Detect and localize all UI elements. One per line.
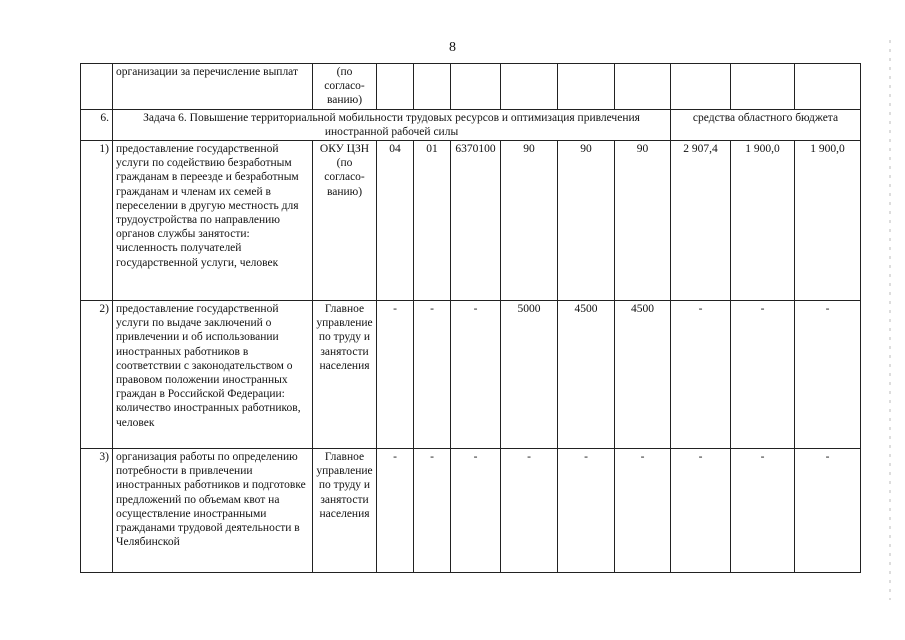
budget-code: - (451, 301, 501, 449)
table-row (81, 449, 861, 573)
indicator-value: 90 (558, 141, 615, 301)
budget-code: - (414, 301, 451, 449)
measure-text: организация работы по определению потребности в привлечении иностранных работников и подготовке предложений по объемам квот на осуществление иностранными гражданами трудовой деятельности в Челябинской (113, 449, 313, 573)
funding-value: 1 900,0 (795, 141, 861, 301)
empty-cell (615, 64, 671, 110)
indicator-value: - (501, 449, 558, 573)
empty-cell (731, 64, 795, 110)
budget-code: - (451, 449, 501, 573)
funding-value: - (731, 301, 795, 449)
budget-code: - (377, 301, 414, 449)
empty-cell (558, 64, 615, 110)
continuation-row (81, 64, 861, 110)
task-row (81, 109, 861, 140)
table-row (81, 301, 861, 449)
budget-code: - (414, 449, 451, 573)
table-row (81, 141, 861, 301)
funding-value: - (671, 449, 731, 573)
measure-text: организации за перечисление выплат (113, 64, 313, 110)
funding-value: 1 900,0 (731, 141, 795, 301)
row-number (81, 64, 113, 110)
measure-text: предоставление государственной услуги по содействию безработным гражданам в переезде и безработным гражданам и членам их семей в переселении в другую местность для трудоустройства по направлению органов службы занятости: численность получателей государственной услуги, человек (113, 141, 313, 301)
scan-edge-artifact (889, 40, 891, 600)
row-number: 2) (81, 301, 113, 449)
empty-cell (671, 64, 731, 110)
budget-code: 04 (377, 141, 414, 301)
indicator-value: 5000 (501, 301, 558, 449)
indicator-value: - (615, 449, 671, 573)
indicator-value: 90 (501, 141, 558, 301)
empty-cell (795, 64, 861, 110)
empty-cell (451, 64, 501, 110)
executor: Главное управление по труду и занятости населения (313, 449, 377, 573)
funding-value: - (671, 301, 731, 449)
empty-cell (414, 64, 451, 110)
funding-value: - (795, 301, 861, 449)
budget-code: 6370100 (451, 141, 501, 301)
row-number: 1) (81, 141, 113, 301)
funding-value: - (731, 449, 795, 573)
funding-value: 2 907,4 (671, 141, 731, 301)
empty-cell (501, 64, 558, 110)
executor: Главное управление по труду и занятости населения (313, 301, 377, 449)
budget-code: - (377, 449, 414, 573)
indicator-value: - (558, 449, 615, 573)
funding-source: средства областного бюджета (671, 109, 861, 140)
executor: ОКУ ЦЗН (по согласо-ванию) (313, 141, 377, 301)
indicator-value: 90 (615, 141, 671, 301)
indicator-value: 4500 (615, 301, 671, 449)
measure-text: предоставление государственной услуги по выдаче заключений о привлечении и об использовании иностранных работников в соответствии с законодательством о правовом положении иностранных граждан в Российской Федерации: количество иностранных работников, человек (113, 301, 313, 449)
row-number: 6. (81, 109, 113, 140)
program-table (80, 63, 861, 573)
page-number: 8 (449, 40, 456, 55)
empty-cell (377, 64, 414, 110)
task-title: Задача 6. Повышение территориальной мобильности трудовых ресурсов и оптимизация привлечения иностранной рабочей силы (113, 109, 671, 140)
indicator-value: 4500 (558, 301, 615, 449)
executor: (по согласо-ванию) (313, 64, 377, 110)
funding-value: - (795, 449, 861, 573)
row-number: 3) (81, 449, 113, 573)
budget-code: 01 (414, 141, 451, 301)
